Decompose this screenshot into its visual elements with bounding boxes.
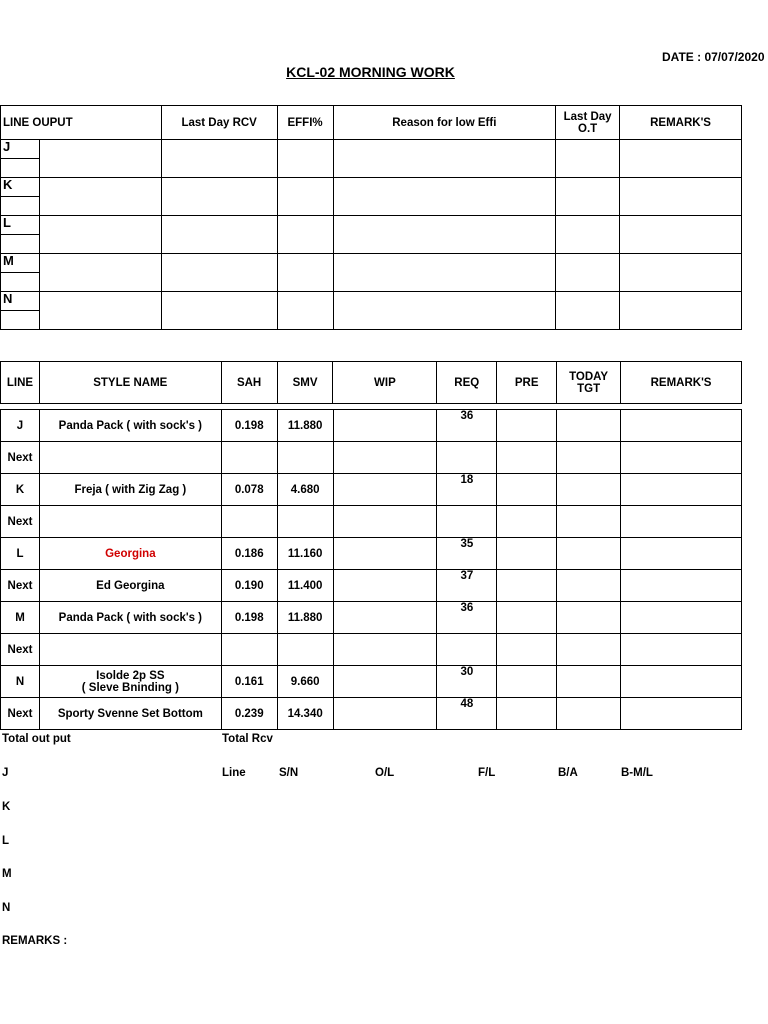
remark-cell[interactable]	[620, 254, 742, 292]
table-row	[1, 410, 742, 442]
effi-cell[interactable]	[277, 254, 333, 292]
table-row	[1, 602, 742, 634]
sah-cell	[221, 506, 277, 538]
tgt-cell[interactable]	[557, 666, 621, 698]
line-output-header-row	[1, 106, 742, 140]
wip-cell[interactable]	[333, 410, 437, 442]
sah-cell: 0.186	[221, 538, 277, 570]
footer-line-m: M	[2, 868, 12, 880]
ot-cell[interactable]	[556, 216, 620, 254]
header-req: REQ	[437, 362, 497, 404]
pre-cell[interactable]	[497, 410, 557, 442]
pre-cell[interactable]	[497, 474, 557, 506]
header-last-day-ot: Last Day O.T	[556, 106, 620, 140]
style-name-cell	[39, 442, 221, 474]
report-title: KCL-02 MORNING WORK	[286, 64, 455, 80]
line-output-row-n	[1, 292, 742, 311]
line-output-cell[interactable]	[39, 254, 161, 292]
style-name-cell: Panda Pack ( with sock's )	[39, 410, 221, 442]
wip-cell[interactable]	[333, 538, 437, 570]
tgt-cell[interactable]	[557, 570, 621, 602]
remark-cell[interactable]	[620, 178, 742, 216]
header-line-output: LINE OUPUT	[1, 106, 162, 140]
line-label: K	[1, 178, 40, 197]
footer-line-j: J	[2, 767, 9, 779]
sah-cell	[221, 634, 277, 666]
remark-cell[interactable]	[621, 538, 742, 570]
style-header-row	[1, 362, 742, 404]
table-row	[1, 506, 742, 538]
pre-cell[interactable]	[497, 538, 557, 570]
smv-cell	[277, 506, 333, 538]
line-output-row-j	[1, 140, 742, 159]
req-cell: 37	[437, 570, 497, 602]
line-output-table	[0, 105, 742, 330]
remark-cell[interactable]	[621, 410, 742, 442]
req-cell	[437, 634, 497, 666]
footer-col-sn: S/N	[279, 767, 299, 779]
effi-cell[interactable]	[277, 292, 333, 330]
wip-cell[interactable]	[333, 602, 437, 634]
table-row	[1, 570, 742, 602]
req-cell: 18	[437, 474, 497, 506]
table-row	[1, 474, 742, 506]
line-cell: Next	[1, 506, 40, 538]
header-pre: PRE	[497, 362, 557, 404]
style-name-cell: Panda Pack ( with sock's )	[39, 602, 221, 634]
line-output-row-k	[1, 178, 742, 197]
last-day-rcv-cell[interactable]	[161, 178, 277, 216]
line-cell: L	[1, 538, 40, 570]
header-line: LINE	[1, 362, 40, 404]
total-rcv-label: Total Rcv	[222, 733, 273, 745]
footer-line-k: K	[2, 801, 11, 813]
line-sub-cell	[1, 159, 40, 178]
header-last-day-rcv: Last Day RCV	[161, 106, 277, 140]
style-name-line2: ( Sleve Bninding )	[81, 681, 179, 694]
line-output-cell[interactable]	[39, 178, 161, 216]
req-cell: 36	[437, 410, 497, 442]
remark-cell[interactable]	[621, 506, 742, 538]
req-cell: 30	[437, 666, 497, 698]
style-name-cell: Sporty Svenne Set Bottom	[39, 698, 221, 730]
line-output-cell[interactable]	[39, 216, 161, 254]
tgt-cell[interactable]	[557, 602, 621, 634]
tgt-cell[interactable]	[557, 506, 621, 538]
remark-cell[interactable]	[621, 474, 742, 506]
style-name-line1: Isolde 2p SS	[96, 669, 165, 682]
wip-cell[interactable]	[333, 442, 437, 474]
line-label: M	[1, 254, 40, 273]
sah-cell: 0.198	[221, 602, 277, 634]
line-cell: Next	[1, 442, 40, 474]
remark-cell[interactable]	[621, 570, 742, 602]
pre-cell[interactable]	[497, 634, 557, 666]
remark-cell[interactable]	[621, 634, 742, 666]
ot-cell[interactable]	[556, 254, 620, 292]
pre-cell[interactable]	[497, 698, 557, 730]
header-reason-low-effi: Reason for low Effi	[333, 106, 556, 140]
effi-cell[interactable]	[277, 178, 333, 216]
wip-cell[interactable]	[333, 474, 437, 506]
tgt-cell[interactable]	[557, 442, 621, 474]
reason-cell[interactable]	[333, 140, 556, 178]
remarks-label: REMARKS :	[2, 935, 68, 947]
line-sub-cell	[1, 273, 40, 292]
wip-cell[interactable]	[333, 506, 437, 538]
wip-cell[interactable]	[333, 666, 437, 698]
line-output-row-l	[1, 216, 742, 235]
style-name-cell	[39, 634, 221, 666]
req-cell: 35	[437, 538, 497, 570]
line-sub-cell	[1, 197, 40, 216]
style-table	[0, 409, 742, 730]
line-cell: Next	[1, 570, 40, 602]
reason-cell[interactable]	[333, 216, 556, 254]
line-cell: Next	[1, 634, 40, 666]
pre-cell[interactable]	[497, 602, 557, 634]
line-cell: K	[1, 474, 40, 506]
table-row	[1, 538, 742, 570]
smv-cell: 11.160	[277, 538, 333, 570]
tgt-cell[interactable]	[557, 538, 621, 570]
reason-cell[interactable]	[333, 254, 556, 292]
style-name-cell: Ed Georgina	[39, 570, 221, 602]
footer-col-bml: B-M/L	[621, 767, 653, 779]
sah-cell: 0.190	[221, 570, 277, 602]
reason-cell[interactable]	[333, 292, 556, 330]
sah-cell: 0.239	[221, 698, 277, 730]
report-date: DATE : 07/07/2020	[662, 50, 765, 64]
smv-cell: 14.340	[277, 698, 333, 730]
reason-cell[interactable]	[333, 178, 556, 216]
wip-cell[interactable]	[333, 698, 437, 730]
remark-cell[interactable]	[621, 442, 742, 474]
last-day-rcv-cell[interactable]	[161, 140, 277, 178]
remark-cell[interactable]	[621, 666, 742, 698]
sah-cell: 0.198	[221, 410, 277, 442]
pre-cell[interactable]	[497, 570, 557, 602]
header-today-tgt: TODAY TGT	[557, 362, 621, 404]
effi-cell[interactable]	[277, 140, 333, 178]
remark-cell[interactable]	[620, 140, 742, 178]
total-output-label: Total out put	[2, 733, 71, 745]
style-table-header	[0, 361, 742, 404]
sah-cell: 0.078	[221, 474, 277, 506]
footer-line-l: L	[2, 835, 10, 847]
line-sub-cell	[1, 311, 40, 330]
smv-cell: 9.660	[277, 666, 333, 698]
ot-cell[interactable]	[556, 140, 620, 178]
tgt-cell[interactable]	[557, 474, 621, 506]
last-day-rcv-cell[interactable]	[161, 254, 277, 292]
smv-cell: 4.680	[277, 474, 333, 506]
header-smv: SMV	[277, 362, 333, 404]
req-cell	[437, 506, 497, 538]
line-label: N	[1, 292, 40, 311]
line-sub-cell	[1, 235, 40, 254]
pre-cell[interactable]	[497, 666, 557, 698]
tgt-cell[interactable]	[557, 634, 621, 666]
header-style-remarks: REMARK'S	[621, 362, 742, 404]
footer-col-line: Line	[222, 767, 246, 779]
req-cell	[437, 442, 497, 474]
style-name-cell-highlight: Georgina	[39, 538, 221, 570]
table-row	[1, 698, 742, 730]
remark-cell[interactable]	[621, 602, 742, 634]
last-day-rcv-cell[interactable]	[161, 216, 277, 254]
header-effi: EFFI%	[277, 106, 333, 140]
remark-cell[interactable]	[621, 698, 742, 730]
style-name-cell	[39, 666, 221, 698]
req-cell: 36	[437, 602, 497, 634]
line-output-row-m	[1, 254, 742, 273]
footer-col-ba: B/A	[558, 767, 578, 779]
pre-cell[interactable]	[497, 506, 557, 538]
tgt-cell[interactable]	[557, 410, 621, 442]
line-cell: Next	[1, 698, 40, 730]
sah-cell	[221, 442, 277, 474]
effi-cell[interactable]	[277, 216, 333, 254]
footer-line-n: N	[2, 902, 11, 914]
last-day-rcv-cell[interactable]	[161, 292, 277, 330]
sah-cell: 0.161	[221, 666, 277, 698]
smv-cell: 11.400	[277, 570, 333, 602]
footer-col-fl: F/L	[478, 767, 496, 779]
style-name-cell	[39, 506, 221, 538]
header-style-name: STYLE NAME	[39, 362, 221, 404]
header-wip: WIP	[333, 362, 437, 404]
line-cell: N	[1, 666, 40, 698]
smv-cell	[277, 442, 333, 474]
table-row	[1, 442, 742, 474]
remark-cell[interactable]	[620, 216, 742, 254]
ot-cell[interactable]	[556, 292, 620, 330]
remark-cell[interactable]	[620, 292, 742, 330]
smv-cell: 11.880	[277, 410, 333, 442]
style-name-cell: Freja ( with Zig Zag )	[39, 474, 221, 506]
tgt-cell[interactable]	[557, 698, 621, 730]
smv-cell: 11.880	[277, 602, 333, 634]
pre-cell[interactable]	[497, 442, 557, 474]
table-row	[1, 666, 742, 698]
line-cell: J	[1, 410, 40, 442]
line-output-cell[interactable]	[39, 292, 161, 330]
footer-col-ol: O/L	[375, 767, 395, 779]
line-label: L	[1, 216, 40, 235]
line-cell: M	[1, 602, 40, 634]
wip-cell[interactable]	[333, 570, 437, 602]
req-cell: 48	[437, 698, 497, 730]
smv-cell	[277, 634, 333, 666]
table-row	[1, 634, 742, 666]
header-sah: SAH	[221, 362, 277, 404]
line-label: J	[1, 140, 40, 159]
wip-cell[interactable]	[333, 634, 437, 666]
header-remarks: REMARK'S	[620, 106, 742, 140]
ot-cell[interactable]	[556, 178, 620, 216]
line-output-cell[interactable]	[39, 140, 161, 178]
